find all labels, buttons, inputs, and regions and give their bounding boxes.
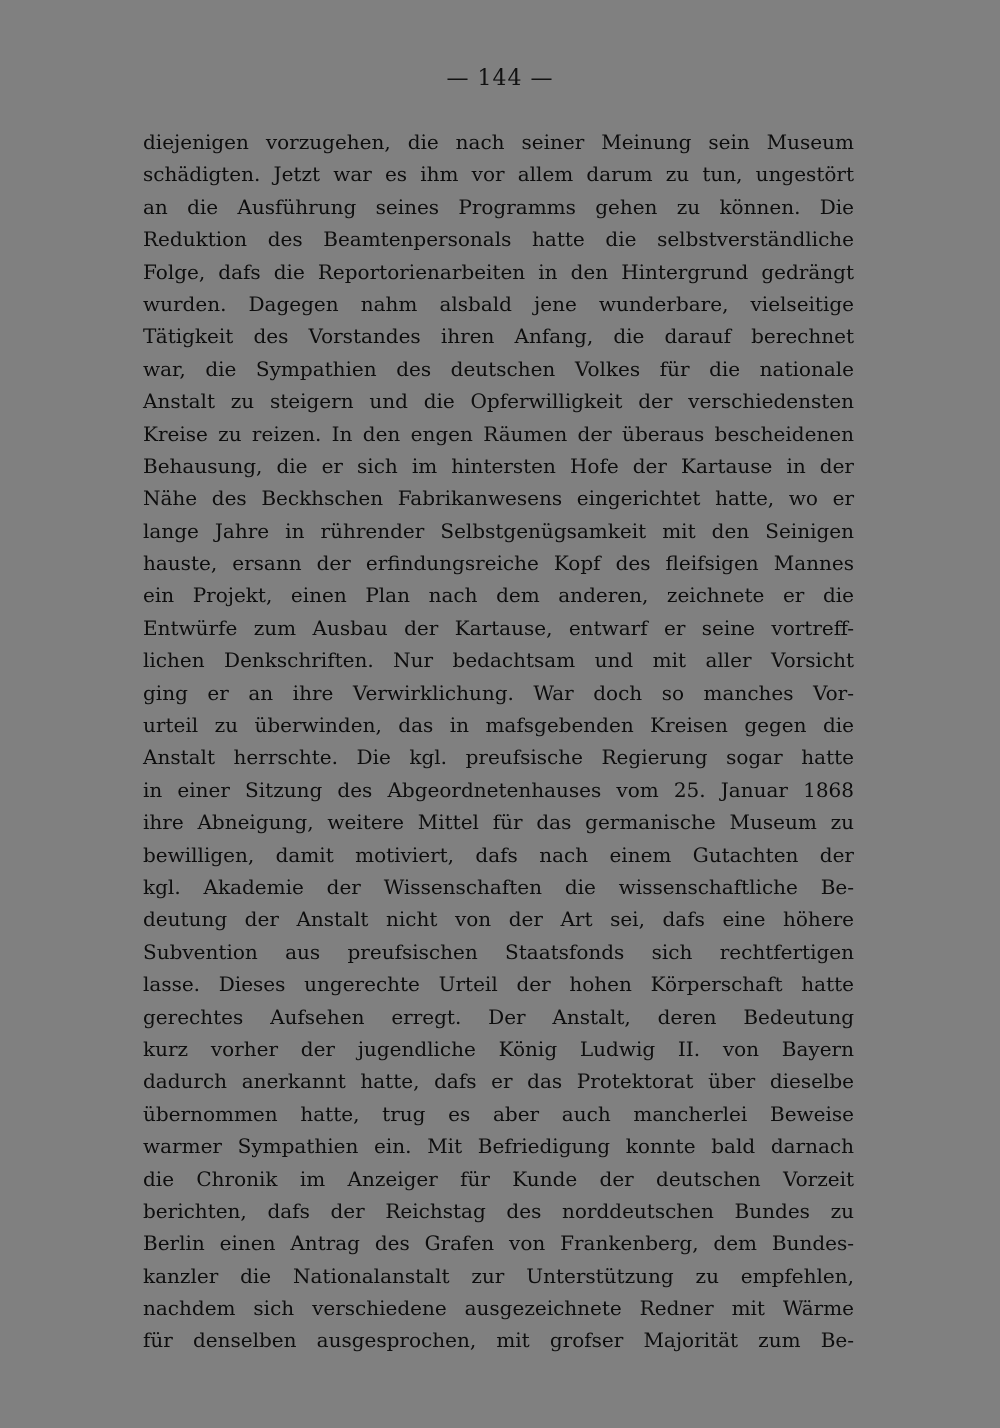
text-line: Reduktion des Beamtenpersonals hatte die selbstverständliche [143, 227, 854, 252]
text-line: wurden. Dagegen nahm alsbald jene wunderbare, vielseitige [143, 291, 854, 316]
text-line: gerechtes Aufsehen erregt. Der Anstalt, deren Bedeutung [143, 1004, 854, 1029]
body-text [143, 126, 854, 1357]
text-line: nachdem sich verschiedene ausgezeichnete Redner mit Wärme [143, 1296, 854, 1321]
text-line: ging er an ihre Verwirklichung. War doch so manches Vor- [143, 680, 854, 705]
text-line: Berlin einen Antrag des Grafen von Frankenberg, dem Bundes- [143, 1231, 854, 1256]
text-line: Anstalt herrschte. Die kgl. preufsische Regierung sogar hatte [143, 745, 854, 770]
text-line: ihre Abneigung, weitere Mittel für das germanische Museum zu [143, 810, 854, 835]
text-line: war, die Sympathien des deutschen Volkes für die nationale [143, 356, 854, 381]
text-line: Kreise zu reizen. In den engen Räumen der überaus bescheidenen [143, 421, 854, 446]
text-line: übernommen hatte, trug es aber auch mancherlei Beweise [143, 1101, 854, 1126]
text-line: lange Jahre in rührender Selbstgenügsamkeit mit den Seinigen [143, 518, 854, 543]
page-number: — 144 — [446, 66, 554, 91]
text-line: deutung der Anstalt nicht von der Art sei, dafs eine höhere [143, 907, 854, 932]
text-line: diejenigen vorzugehen, die nach seiner Meinung sein Museum [143, 130, 854, 154]
text-line: Nähe des Beckhschen Fabrikanwesens eingerichtet hatte, wo er [143, 486, 854, 511]
text-line: Anstalt zu steigern und die Opferwilligkeit der verschiedensten [143, 389, 854, 414]
text-line: die Chronik im Anzeiger für Kunde der deutschen Vorzeit [143, 1166, 854, 1191]
text-line: ein Projekt, einen Plan nach dem anderen, zeichnete er die [143, 583, 854, 608]
text-line: lasse. Dieses ungerechte Urteil der hohen Körperschaft hatte [143, 972, 854, 997]
text-line: kanzler die Nationalanstalt zur Unterstützung zu empfehlen, [143, 1263, 854, 1288]
text-line: warmer Sympathien ein. Mit Befriedigung konnte bald darnach [143, 1134, 854, 1159]
text-line: berichten, dafs der Reichstag des norddeutschen Bundes zu [143, 1198, 854, 1223]
text-line: kgl. Akademie der Wissenschaften die wissenschaftliche Be- [143, 874, 854, 899]
text-line: Tätigkeit des Vorstandes ihren Anfang, die darauf berechnet [143, 324, 854, 349]
text-line: hauste, ersann der erfindungsreiche Kopf des fleifsigen Mannes [143, 551, 854, 576]
text-line: schädigten. Jetzt war es ihm vor allem darum zu tun, ungestört [143, 162, 854, 187]
text-line: lichen Denkschriften. Nur bedachtsam und mit aller Vorsicht [143, 648, 854, 673]
text-line: dadurch anerkannt hatte, dafs er das Protektorat über dieselbe [143, 1069, 854, 1094]
text-line: Entwürfe zum Ausbau der Kartause, entwarf er seine vortreff- [143, 615, 854, 640]
text-line: kurz vorher der jugendliche König Ludwig II. von Bayern [143, 1036, 854, 1061]
text-line: in einer Sitzung des Abgeordnetenhauses vom 25. Januar 1868 [143, 777, 854, 802]
text-line: bewilligen, damit motiviert, dafs nach einem Gutachten der [143, 842, 854, 867]
text-line: urteil zu überwinden, das in mafsgebenden Kreisen gegen die [143, 713, 854, 738]
text-line: Subvention aus preufsischen Staatsfonds sich rechtfertigen [143, 939, 854, 964]
text-line: Folge, dafs die Reportorienarbeiten in den Hintergrund gedrängt [143, 259, 854, 284]
text-line: Behausung, die er sich im hintersten Hofe der Kartause in der [143, 453, 854, 478]
text-line: an die Ausführung seines Programms gehen zu können. Die [143, 194, 854, 219]
text-line: für denselben ausgesprochen, mit grofser Majorität zum Be- [143, 1328, 854, 1353]
